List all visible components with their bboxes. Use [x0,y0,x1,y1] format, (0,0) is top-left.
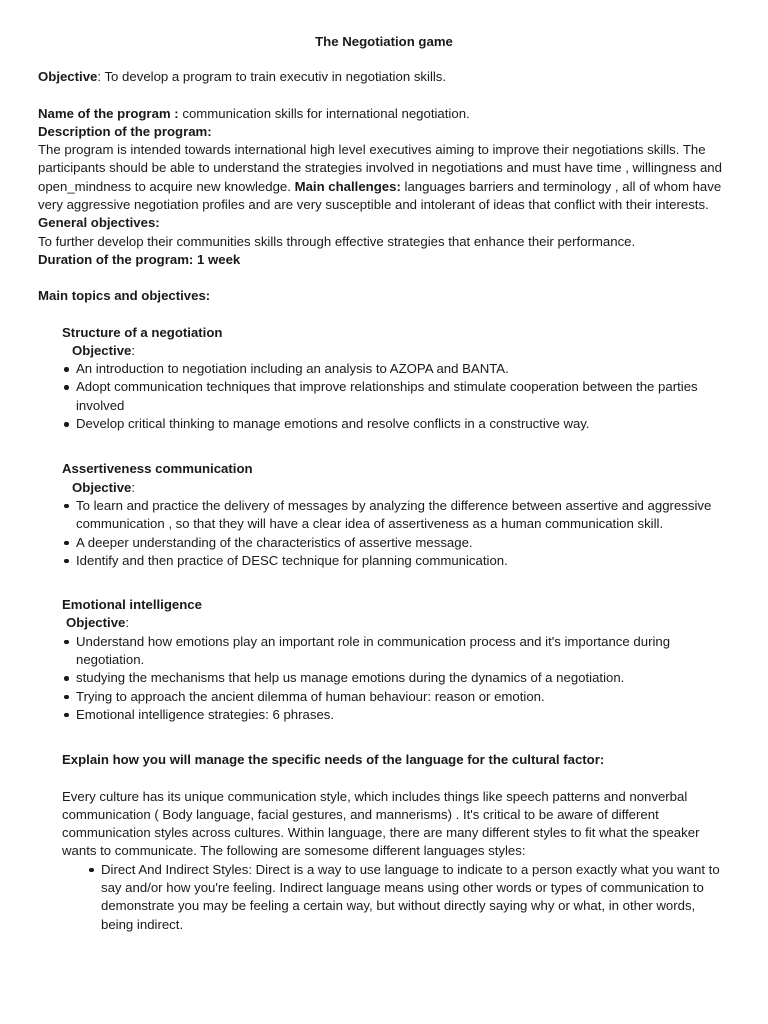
list-item: Develop critical thinking to manage emotions and resolve conflicts in a constructive way. [76,415,730,433]
language-heading-text: Explain how you will manage the specific needs of the language for the cultural factor: [62,752,605,768]
objective-label: Objective [66,615,126,631]
general-objectives-heading [38,214,730,232]
main-challenges-label: Main challenges: [294,178,401,194]
topic-emotional-list [38,633,730,724]
topic-objective: Objective: [72,342,136,358]
list-item: Identify and then practice of DESC technique for planning communication. [76,552,730,570]
program-name-text: communication skills for international negotiation. [178,105,470,121]
objective-label: Objective [38,69,98,85]
main-topics-label: Main topics and objectives: [38,288,211,304]
general-objectives-label: General objectives: [38,215,160,231]
list-item: Adopt communication techniques that improve relationships and stimulate cooperation between the parties involved [76,378,730,415]
topic-objective: Objective: [66,615,130,631]
objective-line [38,68,730,86]
topic-objective: Objective: [72,479,136,495]
topic-assertiveness-list [38,497,730,570]
topic-title: Structure of a negotiation [62,324,223,340]
language-heading [62,751,730,769]
topic-title: Assertiveness communication [62,461,253,477]
document-title: The Negotiation game [315,34,453,49]
main-topics-heading [38,287,730,305]
description-heading [38,123,730,141]
description-label: Description of the program: [38,123,212,139]
language-section [62,751,730,860]
list-item: Emotional intelligence strategies: 6 phrases. [76,706,730,724]
list-item: A deeper understanding of the characteristics of assertive message. [76,534,730,552]
program-name-label: Name of the program : [38,105,179,121]
general-objectives-text: To further develop their communities skills through effective strategies that enhance their performance. [38,233,636,249]
list-item: To learn and practice the delivery of messages by analyzing the difference between assertive and aggressive communication , so that they will have a clear idea of assertiveness as a human communication skill. [76,497,730,534]
topic-emotional-intelligence [62,596,730,633]
objective-label: Objective [72,342,132,358]
list-item: studying the mechanisms that help us manage emotions during the dynamics of a negotiation. [76,669,730,687]
topic-structure [62,324,730,361]
language-styles-list [38,861,730,934]
objective-text: : To develop a program to train executiv in negotiation skills. [97,69,447,85]
description-paragraph [38,141,730,214]
list-item: Trying to approach the ancient dilemma of human behaviour: reason or emotion. [76,688,730,706]
list-item: An introduction to negotiation including an analysis to AZOPA and BANTA. [76,360,730,378]
list-item: Understand how emotions play an important role in communication process and it's importance during negotiation. [76,633,730,670]
language-paragraph: Every culture has its unique communication style, which includes things like speech patterns and nonverbal communication ( Body language, facial gestures, and mannerisms) . It's critical to be aware of different communication styles across cultures. Within language, there are many different styles to fit what the speaker wants to communicate. The following are somesome different languages styles: [62,788,700,859]
topic-assertiveness [62,460,730,497]
description-text-2: languages barriers and terminology , all of whom have very aggressive negotiation profiles and are very susceptible and intolerant of ideas that conflict with their interests. [38,178,722,213]
duration-line [38,251,730,269]
description-text-1: The program is intended towards international high level executives aiming to improve their negotiations skills. The participants should be able to understand the strategies involved in negotiations and must have time , willingness and open_mindness to acquire new knowledge. [38,142,722,194]
topic-structure-list [38,360,730,433]
objective-label: Objective [72,479,132,495]
topic-title: Emotional intelligence [62,597,202,613]
list-item: Direct And Indirect Styles: Direct is a way to use language to indicate to a person exactly what you want to say and/or how you're feeling. Indirect language means using other words or types of communication to demonstrate you may be feeling a certain way, but without directly saying why or what, in other words, being indirect. [101,861,730,934]
duration-label: Duration of the program: 1 week [38,251,241,267]
program-name-line [38,105,730,123]
